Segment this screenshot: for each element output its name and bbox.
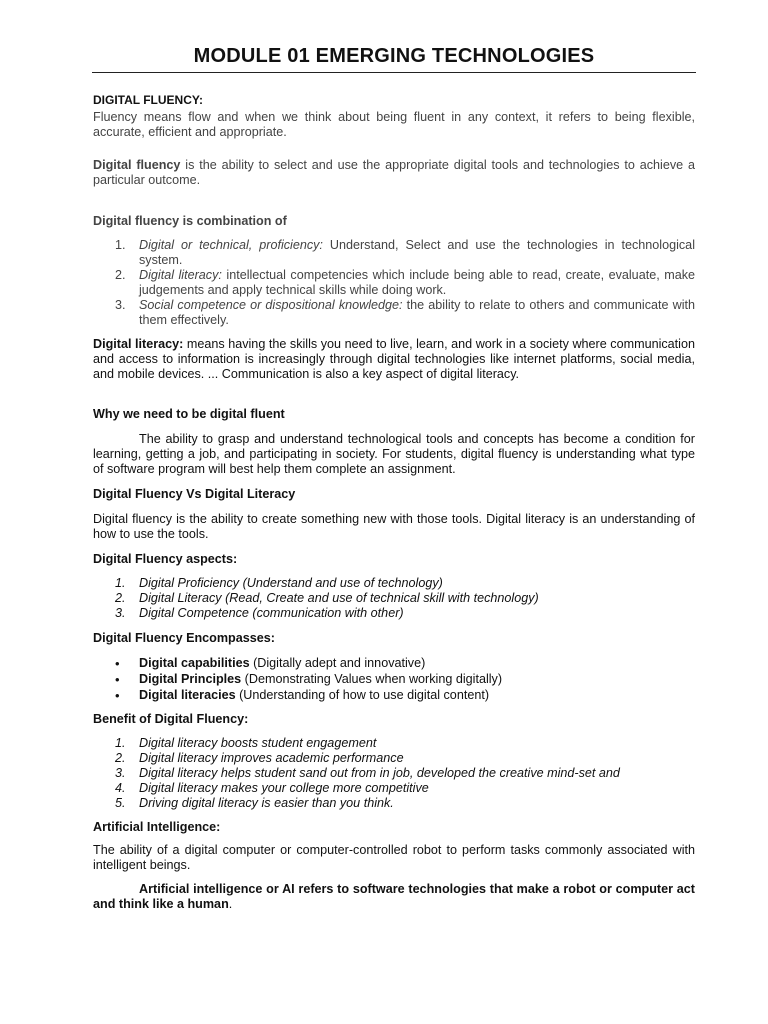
fluency-definition-paragraph (93, 158, 695, 188)
page-title: MODULE 01 EMERGING TECHNOLOGIES (193, 45, 595, 67)
benefit-heading: Benefit of Digital Fluency: (93, 712, 249, 726)
ai-heading: Artificial Intelligence: (93, 820, 221, 834)
title-underline (92, 72, 696, 73)
encompasses-heading: Digital Fluency Encompasses: (93, 631, 275, 645)
bullet-icon: • (115, 656, 120, 671)
list-item: 3. Digital literacy helps student sand out from in job, developed the creative mind-set and (115, 766, 620, 780)
list-item: 4. Digital literacy makes your college more competitive (115, 781, 429, 795)
list-item: • Digital capabilities (Digitally adept and innovative) (115, 656, 426, 671)
ai-definition-bold: Artificial intelligence or AI refers to software technologies that make a robot or computer act and think like a human (93, 882, 695, 911)
list-item: 3. Digital Competence (communication with other) (115, 606, 404, 620)
benefit-list (93, 736, 695, 811)
ai-paragraph: The ability of a digital computer or computer-controlled robot to perform tasks commonly associated with intelligent beings. (93, 843, 695, 872)
vs-paragraph: Digital fluency is the ability to create something new with those tools. Digital literacy is an understanding of how to use the tools. (93, 512, 695, 541)
list-item: 3. Social competence or dispositional knowledge: the ability to relate to others and communicate with them effectively. (115, 298, 695, 327)
ai-definition-paragraph: Artificial intelligence or AI refers to software technologies that make a robot or computer act and think like a human. (93, 882, 695, 911)
why-heading: Why we need to be digital fluent (93, 407, 285, 421)
digital-fluency-heading: DIGITAL FLUENCY: (93, 93, 203, 107)
bullet-icon: • (115, 672, 120, 687)
why-paragraph: The ability to grasp and understand technological tools and concepts has become a condition for learning, getting a job, and participating in society. For students, digital fluency is understanding what type of software program will best help them complete an assignment. (93, 432, 695, 476)
list-item: 1. Digital Proficiency (Understand and use of technology) (115, 576, 443, 590)
combination-list (93, 238, 695, 328)
aspects-heading: Digital Fluency aspects: (93, 552, 238, 566)
list-item: 1. Digital literacy boosts student engagement (115, 736, 377, 750)
list-item: • Digital literacies (Understanding of how to use digital content) (115, 688, 490, 703)
fluency-intro-paragraph: Fluency means flow and when we think about being fluent in any context, it refers to being flexible, accurate, efficient and appropriate. (93, 110, 695, 139)
fluency-definition-text: is the ability to select and use the appropriate digital tools and technologies to achieve a particular outcome. (93, 158, 696, 187)
literacy-text: means having the skills you need to live, learn, and work in a society where communication and access to information is increasingly through digital technologies like internet platforms, social media, and mobile devices. ... Communication is also a key aspect of digital literacy. (93, 337, 695, 381)
list-item: 5. Driving digital literacy is easier than you think. (115, 796, 394, 810)
literacy-term: Digital literacy: (93, 337, 184, 351)
list-item: 2. Digital Literacy (Read, Create and use of technical skill with technology) (115, 591, 539, 605)
list-item: • Digital Principles (Demonstrating Values when working digitally) (115, 672, 503, 687)
encompasses-list (93, 656, 695, 703)
list-item: 1. Digital or technical, proficiency: Understand, Select and use the technologies in technological system. (115, 238, 695, 267)
list-item: 2. Digital literacy improves academic performance (115, 751, 404, 765)
bullet-icon: • (115, 688, 120, 703)
literacy-paragraph (93, 337, 695, 382)
fluency-definition-term: Digital fluency (93, 158, 181, 172)
combination-heading: Digital fluency is combination of (93, 214, 287, 228)
vs-heading: Digital Fluency Vs Digital Literacy (93, 487, 296, 501)
list-item: 2. Digital literacy: intellectual competencies which include being able to read, create, evaluate, make judgements and apply technical skills while doing work. (115, 268, 695, 297)
aspects-list (93, 576, 695, 621)
